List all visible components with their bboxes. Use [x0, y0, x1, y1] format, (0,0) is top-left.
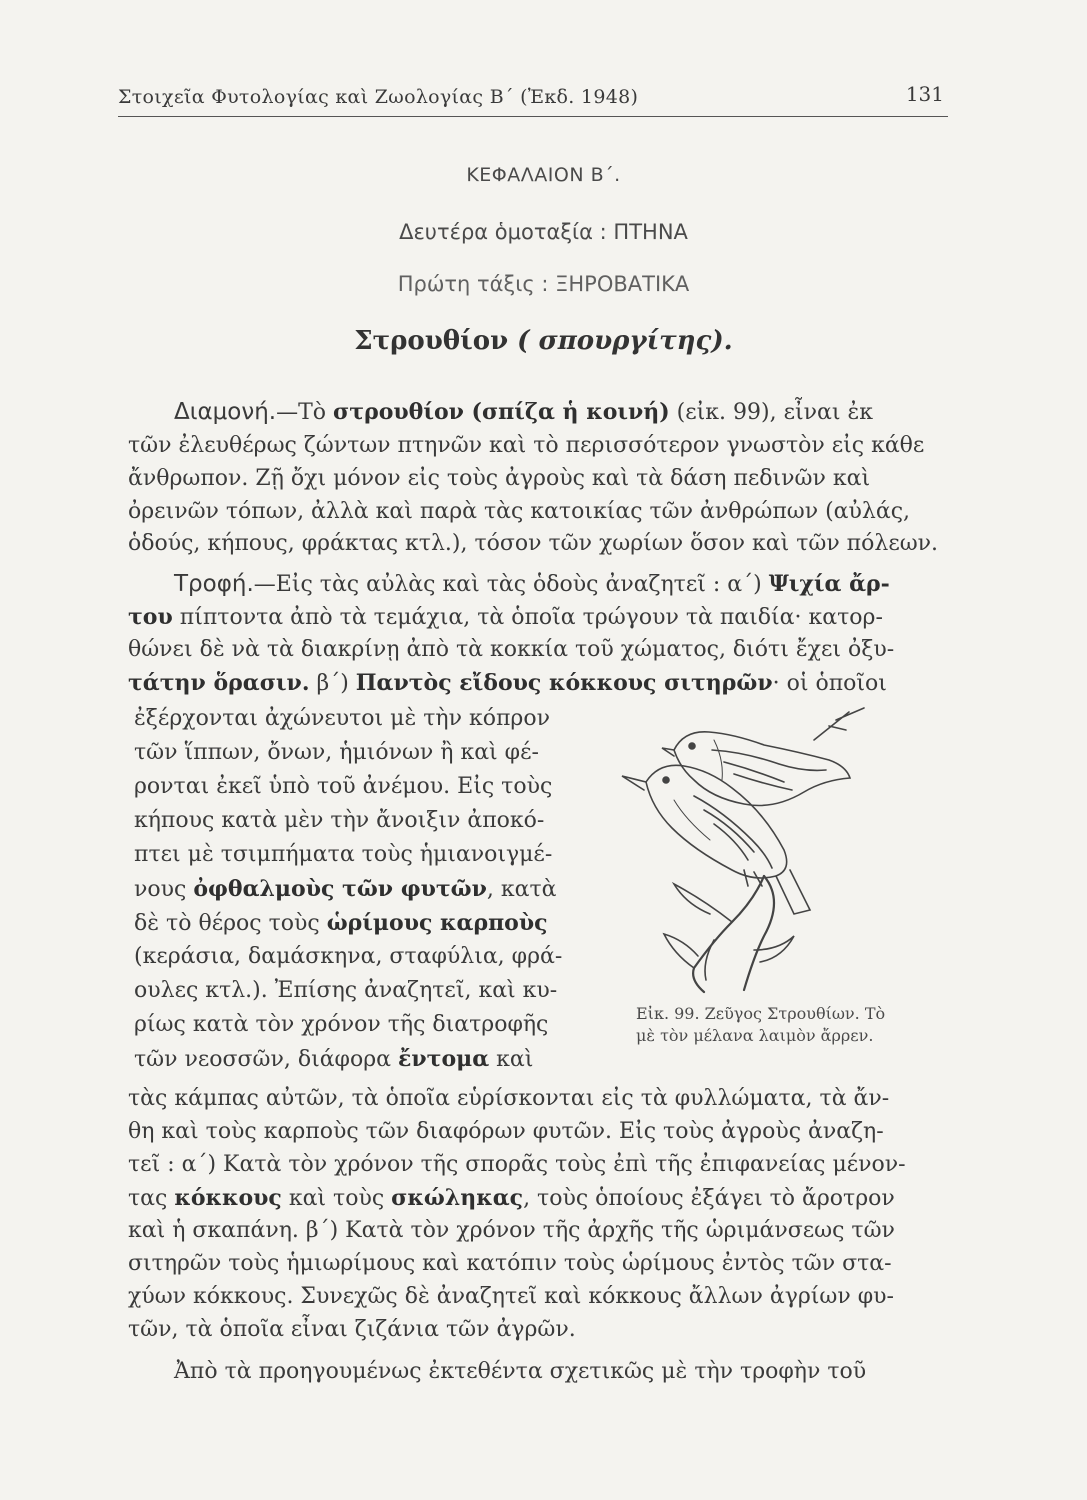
text-line: τὰς κάμπας αὐτῶν, τὰ ὁποῖα εὑρίσκονται εἰς τὰ φυλλώματα, τὰ ἄν-	[128, 1086, 890, 1111]
paragraph-label-trofi: Τροφή.	[174, 571, 254, 597]
running-head	[118, 84, 948, 117]
text-line: ρίως κατὰ τὸν χρόνον τῆς διατροφῆς	[134, 1012, 549, 1037]
bold-term: του	[128, 604, 173, 630]
text-line	[128, 601, 964, 634]
bold-term: ὡρίμους καρποὺς	[326, 910, 548, 936]
text-line: ουλες κτλ.). Ἐπίσης ἀναζητεῖ, καὶ κυ-	[134, 978, 558, 1003]
text-span: τας	[128, 1186, 175, 1211]
text-span: τῶν νεοσσῶν, διάφορα	[134, 1047, 398, 1072]
text-line: ὀρεινῶν τόπων, ἀλλὰ καὶ παρὰ τὰς κατοικίας τῶν ἀνθρώπων (αὐλάς,	[128, 499, 911, 524]
bold-term: Παντὸς εἴδους κόκκους σιτηρῶν	[355, 670, 773, 696]
bold-term: σκώληκας	[391, 1185, 524, 1211]
text-span: , κατὰ	[486, 877, 557, 902]
text-line: χύων κόκκους. Συνεχῶς δὲ ἀναζητεῖ καὶ κόκκους ἄλλων ἀγρίων φυ-	[128, 1284, 894, 1309]
text-line: τῶν ἵππων, ὄνων, ἡμιόνων ἢ καὶ φέ-	[134, 740, 539, 765]
text-span: καὶ	[489, 1047, 534, 1072]
text-span: · οἱ ὁποῖοι	[772, 671, 887, 696]
bold-term: Ψιχία ἄρ-	[768, 571, 890, 597]
paragraph-label-diamoni: Διαμονή.	[174, 399, 277, 425]
text-line: θώνει δὲ νὰ τὰ διακρίνῃ ἀπὸ τὰ κοκκία τοῦ χώματος, διότι ἔχει ὀξυ-	[128, 637, 895, 662]
caption-line: Εἰκ. 99. Ζεῦγος Στρουθίων. Τὸ	[636, 1004, 886, 1023]
text-line: ὁδούς, κήπους, φράκτας κτλ.), τόσον τῶν χωρίων ὅσον καὶ τῶν πόλεων.	[128, 531, 939, 556]
text-line: σιτηρῶν τοὺς ἡμιωρίμους καὶ κατόπιν τοὺς ὡρίμους ἐντὸς τῶν στα-	[128, 1251, 892, 1276]
text-line: ἄνθρωπον. Ζῇ ὄχι μόνον εἰς τοὺς ἀγροὺς καὶ τὰ δάση πεδινῶν καὶ	[128, 466, 871, 491]
figure-caption	[636, 1003, 966, 1047]
text-line	[134, 873, 594, 906]
bold-term: ὀφθαλμοὺς τῶν φυτῶν	[193, 876, 487, 902]
text-span: καὶ τοὺς	[281, 1186, 392, 1211]
text-line	[128, 667, 964, 700]
text-line: καὶ ἡ σκαπάνη. β΄) Κατὰ τὸν χρόνον τῆς ἀρχῆς τῆς ὡριμάνσεως τῶν	[128, 1218, 895, 1243]
text-line: Ἀπὸ τὰ προηγουμένως ἐκτεθέντα σχετικῶς μὲ τὴν τροφὴν τοῦ	[174, 1359, 867, 1384]
text-line: πτει μὲ τσιμπήματα τοὺς ἡμιανοιγμέ-	[134, 842, 553, 867]
text-span: πίπτοντα ἀπὸ τὰ τεμάχια, τὰ ὁποῖα τρώγουν τὰ παιδία· κατορ-	[172, 605, 883, 630]
text-span: , τοὺς ὁποίους ἐξάγει τὸ ἄροτρον	[523, 1186, 895, 1211]
page-number: 131	[905, 82, 944, 106]
order-heading: Πρώτη τάξις : ΞΗΡΟΒΑΤΙΚΑ	[397, 272, 690, 296]
text-line	[128, 568, 1010, 601]
text-line: ἐξέρχονται ἀχώνευτοι μὲ τὴν κόπρον	[134, 706, 550, 731]
text-line: (κεράσια, δαμάσκηνα, σταφύλια, φρά-	[134, 944, 563, 969]
subclass-heading: Δευτέρα ὁμοταξία : ΠΤΗΝΑ	[399, 220, 688, 244]
text-line: θη καὶ τοὺς καρποὺς τῶν διαφόρων φυτῶν. Εἰς τοὺς ἀγροὺς ἀναζη-	[128, 1119, 884, 1144]
text-line: τεῖ : α΄) Κατὰ τὸν χρόνον τῆς σπορᾶς τοὺς ἐπὶ τῆς ἐπιφανείας μένον-	[128, 1152, 906, 1177]
text-span: (εἰκ. 99), εἶναι ἐκ	[669, 400, 874, 425]
chapter-heading: ΚΕΦΑΛΑΙΟΝ Β΄.	[466, 164, 621, 186]
running-title: Στοιχεῖα Φυτολογίας καὶ Ζωολογίας Β΄ (Ἐκδ. 1948)	[118, 86, 639, 108]
text-line	[134, 1043, 594, 1076]
section-title	[0, 326, 1087, 356]
bold-term: τάτην ὅρασιν.	[128, 670, 310, 696]
text-span: νους	[134, 877, 194, 902]
bold-term: κόκκους	[174, 1185, 282, 1211]
text-span: β΄)	[309, 671, 356, 696]
text-line: τῶν ἐλευθέρως ζώντων πτηνῶν καὶ τὸ περισσότερον γνωστὸν εἰς κάθε	[128, 433, 925, 458]
bold-term: ἔντομα	[398, 1046, 490, 1072]
text-span: —Τὸ	[276, 400, 334, 425]
text-line: κήπους κατὰ μὲν τὴν ἄνοιξιν ἀποκό-	[134, 808, 545, 833]
text-span: δὲ τὸ θέρος τοὺς	[134, 911, 327, 936]
title-main: Στρουθίον	[354, 326, 509, 356]
text-line	[128, 396, 1010, 429]
caption-line: μὲ τὸν μέλανα λαιμὸν ἄρρεν.	[636, 1026, 874, 1045]
title-parenthetical: ( σπουργίτης).	[517, 326, 733, 356]
text-span: —Εἰς τὰς αὐλὰς καὶ τὰς ὁδοὺς ἀναζητεῖ : α΄)	[253, 572, 769, 597]
text-line	[134, 907, 594, 940]
text-line: τῶν, τὰ ὁποῖα εἶναι ζιζάνια τῶν ἀγρῶν.	[128, 1317, 576, 1342]
text-line: ρονται ἐκεῖ ὑπὸ τοῦ ἀνέμου. Εἰς τοὺς	[134, 774, 553, 799]
text-line	[128, 1182, 964, 1215]
bold-term: στρουθίον (σπίζα ἡ κοινή)	[333, 399, 670, 425]
sparrow-illustration	[614, 700, 904, 1000]
